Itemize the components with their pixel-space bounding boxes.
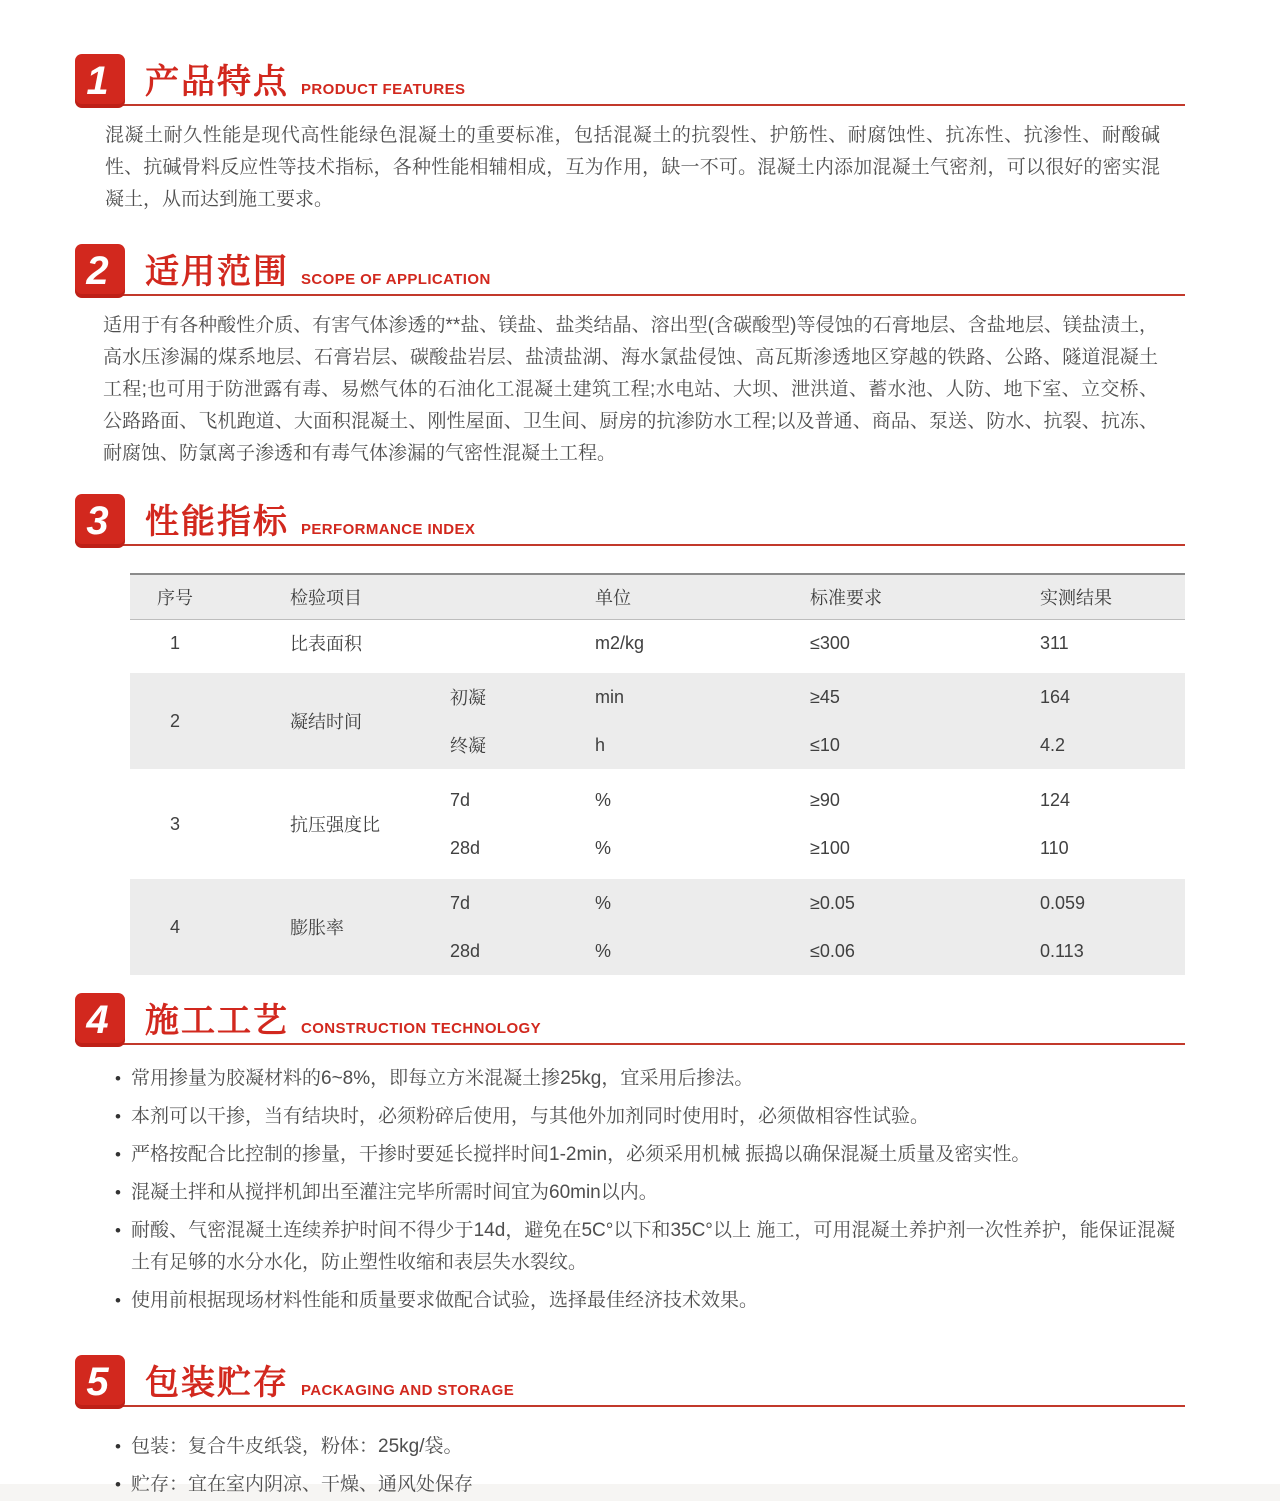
section-body-text: 适用于有各种酸性介质、有害气体渗透的**盐、镁盐、盐类结晶、溶出型(含碳酸型)等侵蚀的石膏地层、含盐地层、镁盐渍土，高水压渗漏的煤系地层、石膏岩层、碳酸盐岩层、盐渍盐湖、海水氯盐侵蚀、高瓦斯渗透地区穿越的铁路、公路、隧道混凝土工程;也可用于防泄露有毒、易燃气体的石油化工混凝土建筑工程;水电站、大坝、泄洪道、蓄水池、人防、地下室、立交桥、公路路面、飞机跑道、大面积混凝土、刚性屋面、卫生间、厨房的抗渗防水工程;以及普通、商品、泵送、防水、抗裂、抗冻、耐腐蚀、防氯离子渗透和有毒气体渗漏的气密性混凝土工程。 xyxy=(103,315,1158,464)
header-rule xyxy=(77,1405,1185,1407)
col-header-result: 实测结果 xyxy=(1040,588,1112,608)
table-row xyxy=(130,879,1185,975)
cell-item: 比表面积 xyxy=(290,634,362,654)
cell-result: 164 xyxy=(1040,686,1071,707)
cell-unit: m2/kg xyxy=(595,632,645,653)
section-number-badge: 3 xyxy=(75,494,125,548)
list-item xyxy=(115,1177,1175,1209)
list-item xyxy=(115,1063,1175,1095)
list-item xyxy=(115,1139,1175,1171)
section-title-en: SCOPE OF APPLICATION xyxy=(301,271,491,288)
col-header-requirement: 标准要求 xyxy=(810,588,882,608)
cell-sub: 初凝 xyxy=(450,688,486,708)
cell-item: 凝结时间 xyxy=(290,712,362,732)
cell-item: 抗压强度比 xyxy=(290,815,380,835)
table-subrow xyxy=(450,673,1185,721)
cell-sub: 28d xyxy=(450,837,481,858)
performance-table xyxy=(130,573,1185,975)
section-header xyxy=(75,1353,1185,1409)
packaging-bullet-list xyxy=(115,1431,1175,1501)
section-title-en: PRODUCT FEATURES xyxy=(301,81,466,98)
bullet-text: 混凝土拌和从搅拌机卸出至灌注完毕所需时间宜为60min以内。 xyxy=(131,1182,658,1203)
table-subrow xyxy=(450,879,1185,927)
cell-sub: 28d xyxy=(450,940,481,961)
bullet-text: 常用掺量为胶凝材料的6~8%，即每立方米混凝土掺25kg，宜采用后掺法。 xyxy=(131,1068,754,1089)
table-row xyxy=(130,673,1185,769)
cell-unit: % xyxy=(595,789,612,810)
cell-result: 110 xyxy=(1040,837,1069,858)
col-header-no: 序号 xyxy=(157,588,193,608)
table-subrow xyxy=(450,620,1185,666)
section-header xyxy=(75,52,1185,108)
construction-bullet-list xyxy=(115,1063,1175,1317)
section-number-badge: 2 xyxy=(75,244,125,298)
bullet-text: 包装：复合牛皮纸袋，粉体：25kg/袋。 xyxy=(131,1436,463,1457)
table-subrow xyxy=(450,927,1185,975)
bullet-icon: • xyxy=(115,1145,121,1164)
cell-unit: % xyxy=(595,837,612,858)
cell-sub: 终凝 xyxy=(450,736,486,756)
section-title-zh: 施工工艺 xyxy=(145,1002,289,1040)
list-item xyxy=(115,1469,1175,1501)
cell-no: 1 xyxy=(169,632,180,653)
cell-requirement: ≤0.06 xyxy=(810,940,855,961)
bullet-text: 贮存：宜在室内阴凉、干燥、通风处保存 xyxy=(131,1474,474,1495)
cell-result: 0.113 xyxy=(1040,940,1084,961)
section-title-zh: 性能指标 xyxy=(145,503,289,541)
bullet-icon: • xyxy=(115,1069,121,1088)
cell-requirement: ≥90 xyxy=(810,789,840,810)
section-number-badge: 1 xyxy=(75,54,125,108)
cell-requirement: ≤10 xyxy=(810,734,840,755)
list-item xyxy=(115,1285,1175,1317)
bullet-icon: • xyxy=(115,1107,121,1126)
header-rule xyxy=(77,1043,1185,1045)
cell-requirement: ≥0.05 xyxy=(810,892,855,913)
bullet-icon: • xyxy=(115,1291,121,1310)
bullet-icon: • xyxy=(115,1437,121,1456)
section-scope xyxy=(75,242,1185,470)
cell-item: 膨胀率 xyxy=(290,918,344,938)
cell-requirement: ≥45 xyxy=(810,686,840,707)
section-title-en: PACKAGING AND STORAGE xyxy=(301,1382,515,1399)
cell-requirement: ≤300 xyxy=(810,632,850,653)
section-title-zh: 包装贮存 xyxy=(145,1364,289,1402)
cell-unit: h xyxy=(595,734,606,755)
cell-result: 4.2 xyxy=(1040,734,1066,755)
cell-sub: 7d xyxy=(450,892,471,913)
table-row xyxy=(130,776,1185,872)
section-body-text: 混凝土耐久性能是现代高性能绿色混凝土的重要标准，包括混凝土的抗裂性、护筋性、耐腐蚀性、抗冻性、抗渗性、耐酸碱性、抗碱骨料反应性等技术指标，各种性能相辅相成，互为作用，缺一不可。混凝土内添加混凝土气密剂，可以很好的密实混凝土，从而达到施工要求。 xyxy=(105,125,1160,210)
cell-result: 124 xyxy=(1040,789,1071,810)
section-number-badge: 4 xyxy=(75,993,125,1047)
table-subrow xyxy=(450,824,1185,872)
table-subrow xyxy=(450,776,1185,824)
col-header-unit: 单位 xyxy=(595,588,631,608)
cell-no: 3 xyxy=(169,813,180,834)
bullet-text: 使用前根据现场材料性能和质量要求做配合试验，选择最佳经济技术效果。 xyxy=(131,1290,759,1311)
bullet-text: 耐酸、气密混凝土连续养护时间不得少于14d，避免在5C°以下和35C°以上 施工，可用混凝土养护剂一次性养护，能保证混凝土有足够的水分水化，防止塑性收缩和表层失水裂纹。 xyxy=(131,1220,1175,1273)
cell-unit: min xyxy=(595,686,625,707)
section-title-en: PERFORMANCE INDEX xyxy=(301,521,476,538)
cell-no: 2 xyxy=(169,710,180,731)
header-rule xyxy=(77,294,1185,296)
cell-unit: % xyxy=(595,892,612,913)
section-performance-index xyxy=(75,492,1185,975)
list-item xyxy=(115,1101,1175,1133)
list-item xyxy=(115,1431,1175,1463)
section-product-features xyxy=(75,52,1185,216)
section-number-badge: 5 xyxy=(75,1355,125,1409)
bullet-icon: • xyxy=(115,1221,121,1240)
table-row xyxy=(130,620,1185,666)
cell-result: 311 xyxy=(1040,632,1069,653)
cell-unit: % xyxy=(595,940,612,961)
bullet-icon: • xyxy=(115,1475,121,1494)
section-construction xyxy=(75,991,1185,1317)
cell-sub: 7d xyxy=(450,789,471,810)
bullet-text: 本剂可以干掺，当有结块时，必须粉碎后使用，与其他外加剂同时使用时，必须做相容性试验。 xyxy=(131,1106,930,1127)
cell-no: 4 xyxy=(169,916,180,937)
list-item xyxy=(115,1215,1175,1279)
table-header-row xyxy=(130,575,1185,620)
table-subrow xyxy=(450,721,1185,769)
bullet-text: 严格按配合比控制的掺量，干掺时要延长搅拌时间1-2min，必须采用机械 振捣以确保混凝土质量及密实性。 xyxy=(131,1144,1031,1165)
cell-requirement: ≥100 xyxy=(810,837,850,858)
header-rule xyxy=(77,544,1185,546)
section-header xyxy=(75,492,1185,548)
cell-result: 0.059 xyxy=(1040,892,1086,913)
header-rule xyxy=(77,104,1185,106)
col-header-item: 检验项目 xyxy=(290,588,362,608)
section-title-zh: 产品特点 xyxy=(145,63,289,101)
section-packaging xyxy=(75,1353,1185,1501)
section-title-en: CONSTRUCTION TECHNOLOGY xyxy=(301,1020,542,1037)
bullet-icon: • xyxy=(115,1183,121,1202)
section-title-zh: 适用范围 xyxy=(145,253,289,291)
section-header xyxy=(75,242,1185,298)
section-header xyxy=(75,991,1185,1047)
